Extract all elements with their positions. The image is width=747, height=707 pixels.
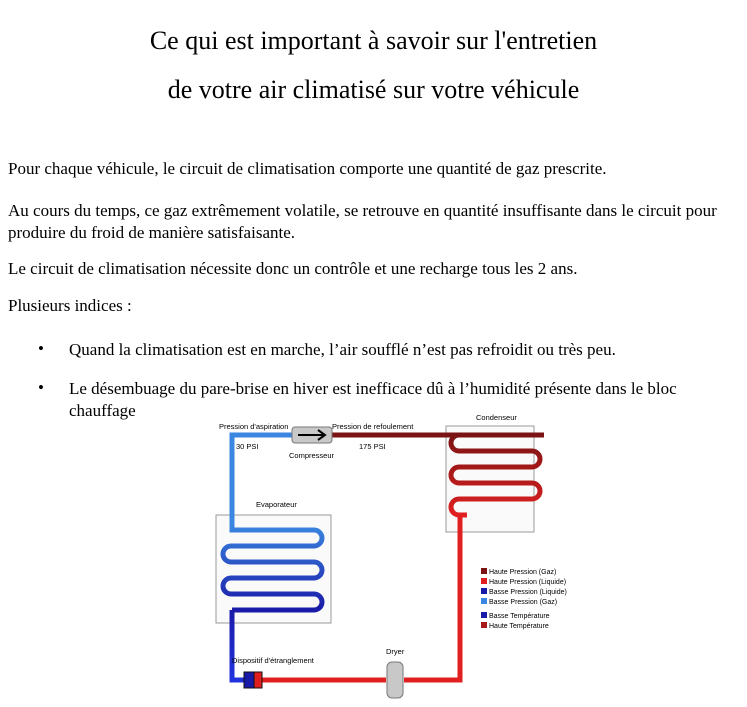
- paragraph-recharge-interval: Le circuit de climatisation nécessite donc un contrôle et une recharge tous les 2 ans.: [8, 259, 578, 278]
- legend-swatch: [481, 568, 487, 574]
- paragraph-gas-quantity: Pour chaque véhicule, le circuit de climatisation comporte une quantité de gaz prescrite.: [8, 159, 607, 178]
- legend-swatch: [481, 578, 487, 584]
- discharge-pressure-label: Pression de refoulement: [332, 422, 414, 431]
- legend-label: Haute Pression (Gaz): [489, 569, 557, 576]
- liquid-line: [404, 515, 467, 680]
- expansion-device-high-side: [254, 672, 262, 688]
- legend-swatch: [481, 588, 487, 594]
- legend-label: Haute Température: [489, 623, 549, 630]
- ac-circuit-diagram: [214, 410, 594, 705]
- paragraph-gas-volatile: Au cours du temps, ce gaz extrêmement volatile, se retrouve en quantité insuffisante dans le circuit pour produire du froid de manière satisfaisante.: [8, 201, 717, 242]
- dryer-body: [387, 662, 403, 698]
- evaporator-label: Evaporateur: [256, 500, 297, 509]
- legend-label: Basse Pression (Gaz): [489, 599, 558, 606]
- suction-pressure-value: 30 PSI: [236, 442, 259, 451]
- expansion-device-label: Dispositif d'étranglement: [232, 656, 314, 665]
- discharge-pressure-value: 175 PSI: [359, 442, 386, 451]
- legend-label: Basse Température: [489, 613, 550, 620]
- legend-swatch: [481, 612, 487, 618]
- page-title-line-1: Ce qui est important à savoir sur l'entretien: [149, 26, 598, 55]
- legend-swatch: [481, 598, 487, 604]
- legend-label: Basse Pression (Liquide): [489, 589, 567, 596]
- paragraph-indices-intro: Plusieurs indices :: [8, 296, 132, 315]
- dryer-label: Dryer: [386, 647, 405, 656]
- bullet-item-demisting: Le désembuage du pare-brise en hiver est inefficace dû à l’humidité présente dans le bloc chauffage: [69, 379, 677, 420]
- expansion-device-low-side: [244, 672, 254, 688]
- legend-swatch: [481, 622, 487, 628]
- condenser-label: Condenseur: [476, 413, 517, 422]
- suction-pressure-label: Pression d'aspiration: [219, 422, 289, 431]
- compressor-label: Compresseur: [289, 451, 335, 460]
- bullet-item-cold-air: Quand la climatisation est en marche, l’air soufflé n’est pas refroidit ou très peu.: [69, 340, 616, 359]
- page-title-line-2: de votre air climatisé sur votre véhicule: [167, 75, 580, 104]
- bullet-marker: •: [38, 339, 44, 358]
- bullet-marker: •: [38, 378, 44, 397]
- diagram-legend: [481, 568, 567, 630]
- legend-label: Haute Pression (Liquide): [489, 579, 567, 586]
